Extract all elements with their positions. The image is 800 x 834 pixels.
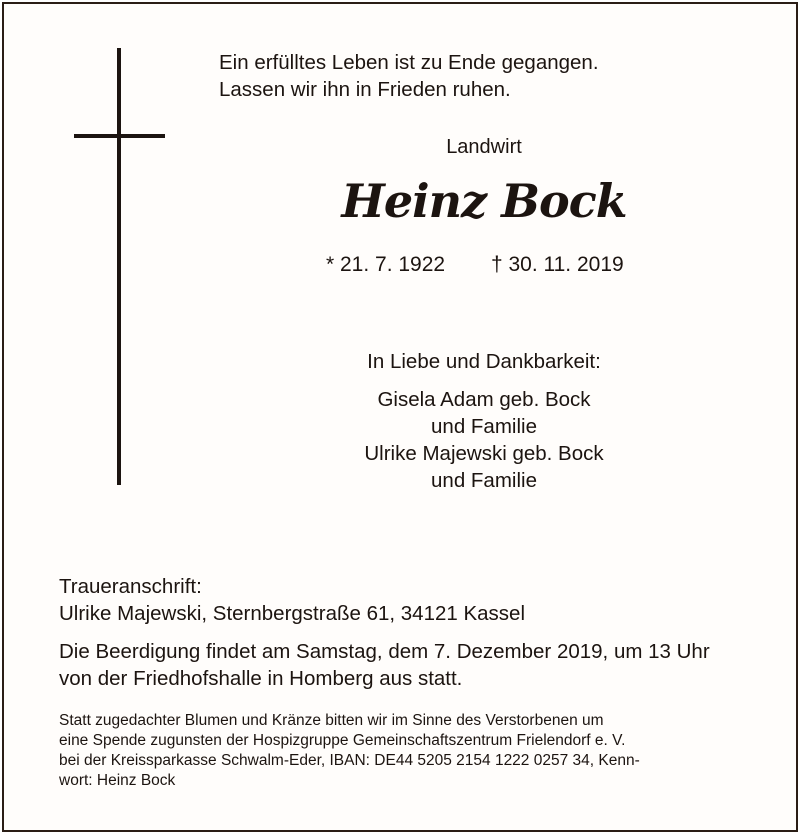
- profession: Landwirt: [446, 136, 522, 158]
- death-date: † 30. 11. 2019: [490, 253, 624, 276]
- address-label: Traueranschrift:: [59, 575, 202, 598]
- note-line: eine Spende zugunsten der Hospizgruppe Gemeinschaftszentrum Frielendorf e. V.: [59, 732, 626, 749]
- intro-line: Lassen wir ihn in Frieden ruhen.: [219, 78, 511, 101]
- cross-icon-crossbar: [74, 134, 165, 138]
- obituary-frame: [2, 2, 798, 832]
- family-line: und Familie: [431, 415, 537, 438]
- donation-note: [59, 711, 751, 791]
- intro-line: Ein erfülltes Leben ist zu Ende gegangen.: [219, 51, 599, 74]
- address-value: Ulrike Majewski, Sternbergstraße 61, 34121 Kassel: [59, 602, 526, 625]
- birth-date: * 21. 7. 1922: [326, 253, 446, 276]
- deceased-name: Heinz Bock: [341, 174, 627, 228]
- funeral-line: Die Beerdigung findet am Samstag, dem 7. Dezember 2019, um 13 Uhr: [59, 640, 710, 663]
- cross-icon: [117, 48, 121, 485]
- funeral-line: von der Friedhofshalle in Homberg aus statt.: [59, 667, 463, 690]
- note-line: bei der Kreissparkasse Schwalm-Eder, IBAN: DE44 5205 2154 1222 0257 34, Kenn-: [59, 752, 640, 769]
- intro-text: [219, 49, 599, 103]
- family-line: Gisela Adam geb. Bock: [377, 388, 591, 411]
- mourning-address: [59, 573, 525, 627]
- family-line: und Familie: [431, 469, 537, 492]
- note-line: wort: Heinz Bock: [59, 772, 176, 789]
- family-list: [309, 386, 659, 494]
- life-dates: [326, 253, 624, 277]
- family-line: Ulrike Majewski geb. Bock: [364, 442, 604, 465]
- thanks-heading: In Liebe und Dankbarkeit:: [367, 350, 601, 373]
- note-line: Statt zugedachter Blumen und Kränze bitten wir im Sinne des Verstorbenen um: [59, 712, 604, 729]
- funeral-info: [59, 638, 710, 692]
